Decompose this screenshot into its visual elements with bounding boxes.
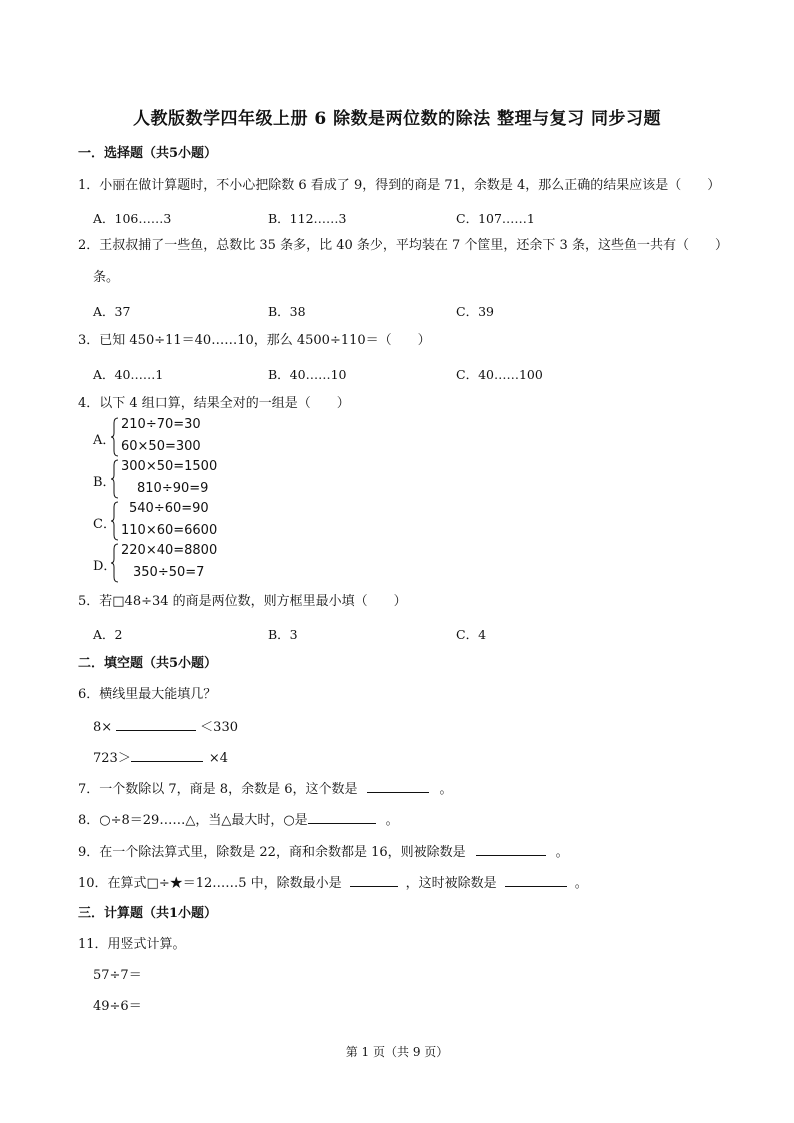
q4-option-b — [93, 459, 313, 501]
q11-problem-2: 49÷6＝ — [93, 999, 142, 1014]
q3-option-b: B．40……10 — [268, 367, 347, 382]
question-6: 6．横线里最大能填几？ — [78, 687, 217, 702]
q11-problem-1: 57÷7＝ — [93, 968, 142, 983]
question-8-end: 。 — [385, 813, 399, 828]
q3-option-a: A．40……1 — [93, 367, 164, 382]
question-2-cont: 条。 — [93, 270, 120, 285]
q6-line2-right: ×4 — [208, 751, 228, 766]
question-7-text: 7．一个数除以 7，商是 8，余数是 6，这个数是 — [78, 782, 358, 797]
q2-option-a: A．37 — [93, 304, 131, 319]
q4-option-b-line2: 810÷90=9 — [137, 481, 209, 496]
question-10-text: 10．在算式□÷★＝12……5 中，除数最小是 — [78, 876, 342, 891]
q4-option-c-line1: 540÷60=90 — [129, 501, 209, 516]
q4-option-a-label: A． — [93, 433, 116, 448]
page-title: 人教版数学四年级上册 6 除数是两位数的除法 整理与复习 同步习题 — [132, 109, 661, 129]
section-heading-choice: 一．选择题（共5小题） — [78, 146, 218, 161]
q1-option-c: C．107……1 — [456, 211, 535, 226]
question-8 — [78, 811, 399, 829]
q4-option-a-line2: 60×50=300 — [121, 439, 201, 454]
answer-blank[interactable] — [367, 780, 429, 793]
answer-blank[interactable] — [116, 718, 196, 731]
question-5: 5．若□48÷34 的商是两位数，则方框里最小填（ ） — [78, 594, 407, 609]
q6-line2 — [93, 749, 228, 767]
question-4: 4．以下 4 组口算，结果全对的一组是（ ） — [78, 396, 350, 411]
q1-option-b: B．112……3 — [268, 211, 347, 226]
q3-option-c: C．40……100 — [456, 367, 543, 382]
q2-option-b: B．38 — [268, 304, 306, 319]
brace-icon — [111, 501, 119, 541]
question-2: 2．王叔叔捕了一些鱼，总数比 35 条多，比 40 条少，平均装在 7 个筐里，还余下 3 条，这些鱼一共有（ ） — [78, 238, 728, 253]
q4-option-b-line1: 300×50=1500 — [121, 459, 218, 474]
question-9-end: 。 — [555, 845, 569, 860]
q4-option-d-line1: 220×40=8800 — [121, 543, 218, 558]
brace-icon — [111, 459, 119, 499]
section-heading-calc: 三．计算题（共1小题） — [78, 906, 218, 921]
section-heading-fill: 二．填空题（共5小题） — [78, 656, 218, 671]
q5-option-c: C．4 — [456, 627, 487, 642]
q6-line1-right: ＜330 — [200, 720, 238, 735]
question-7 — [78, 780, 453, 798]
q4-option-a-line1: 210÷70=30 — [121, 417, 201, 432]
q5-option-b: B．3 — [268, 627, 298, 642]
q4-option-d-label: D． — [93, 559, 117, 574]
q4-option-c — [93, 501, 313, 543]
question-10-mid: ，这时被除数是 — [405, 876, 497, 891]
q4-option-a — [93, 417, 313, 459]
question-9-text: 9．在一个除法算式里，除数是 22，商和余数都是 16，则被除数是 — [78, 845, 466, 860]
q4-option-c-label: C． — [93, 517, 116, 532]
q2-option-c: C．39 — [456, 304, 494, 319]
answer-blank[interactable] — [308, 811, 376, 824]
answer-blank[interactable] — [505, 874, 567, 887]
q5-option-a: A．2 — [93, 627, 123, 642]
answer-blank[interactable] — [131, 749, 203, 762]
q6-line2-left: 723＞ — [93, 751, 131, 766]
question-1: 1．小丽在做计算题时，不小心把除数 6 看成了 9，得到的商是 71，余数是 4，那么正确的结果应该是（ ） — [78, 178, 721, 193]
question-3: 3．已知 450÷11＝40……10，那么 4500÷110＝（ ） — [78, 333, 431, 348]
answer-blank[interactable] — [350, 874, 398, 887]
brace-icon — [111, 543, 119, 583]
q6-line1-left: 8× — [93, 720, 113, 735]
q4-option-c-line2: 110×60=6600 — [121, 523, 218, 538]
question-9 — [78, 843, 569, 861]
q1-option-a: A．106……3 — [93, 211, 172, 226]
question-8-text: 8．○÷8＝29……△，当△最大时，○是 — [78, 813, 308, 828]
q4-option-d — [93, 543, 313, 585]
answer-blank[interactable] — [476, 843, 546, 856]
question-10 — [78, 874, 588, 892]
question-11: 11．用竖式计算。 — [78, 937, 186, 952]
question-7-end: 。 — [439, 782, 453, 797]
page-footer: 第 1 页（共 9 页） — [345, 1045, 449, 1059]
q4-option-b-label: B． — [93, 475, 116, 490]
q4-option-d-line2: 350÷50=7 — [133, 565, 205, 580]
q6-line1 — [93, 718, 238, 736]
brace-icon — [111, 417, 119, 457]
question-10-end: 。 — [574, 876, 588, 891]
